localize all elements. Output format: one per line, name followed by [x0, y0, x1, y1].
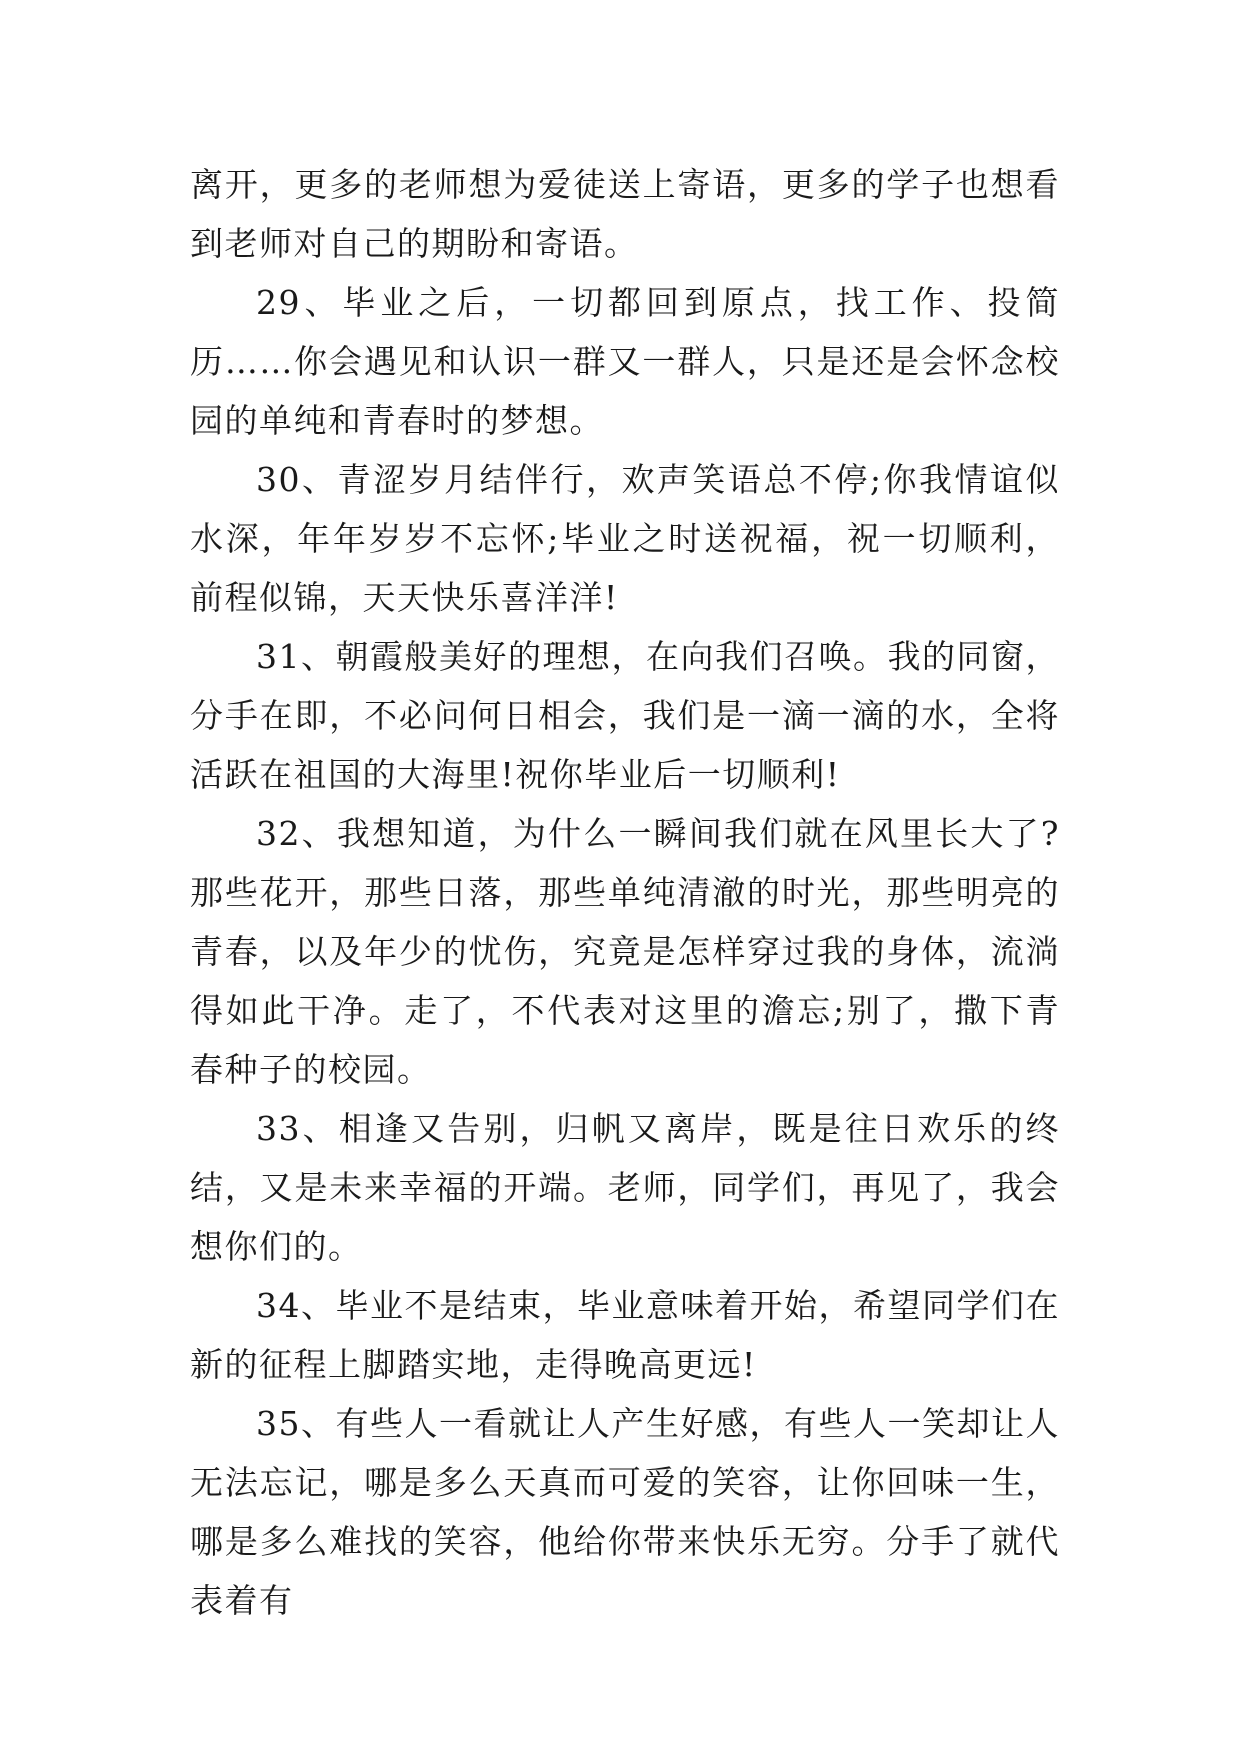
paragraph-31: 31、朝霞般美好的理想，在向我们召唤。我的同窗，分手在即，不必问何日相会，我们是一滴一滴的水，全将活跃在祖国的大海里!祝你毕业后一切顺利! — [190, 637, 1060, 794]
paragraph-30: 30、青涩岁月结伴行，欢声笑语总不停;你我情谊似水深，年年岁岁不忘怀;毕业之时送祝福，祝一切顺利，前程似锦，天天快乐喜洋洋! — [190, 460, 1060, 617]
paragraph-continuation: 离开，更多的老师想为爱徒送上寄语，更多的学子也想看到老师对自己的期盼和寄语。 — [190, 165, 1060, 263]
body-text — [190, 155, 1060, 1630]
paragraph-32: 32、我想知道，为什么一瞬间我们就在风里长大了?那些花开，那些日落，那些单纯清澈的时光，那些明亮的青春，以及年少的忧伤，究竟是怎样穿过我的身体，流淌得如此干净。走了，不代表对这里的澹忘;别了，撒下青春种子的校园。 — [190, 814, 1060, 1089]
paragraph-35: 35、有些人一看就让人产生好感，有些人一笑却让人无法忘记，哪是多么天真而可爱的笑容，让你回味一生，哪是多么难找的笑容，他给你带来快乐无穷。分手了就代表着有 — [190, 1404, 1060, 1620]
paragraph-34: 34、毕业不是结束，毕业意味着开始，希望同学们在新的征程上脚踏实地，走得晚高更远! — [190, 1286, 1060, 1384]
paragraph-33: 33、相逢又告别，归帆又离岸，既是往日欢乐的终结，又是未来幸福的开端。老师，同学们，再见了，我会想你们的。 — [190, 1109, 1060, 1266]
paragraph-29: 29、毕业之后，一切都回到原点，找工作、投简历……你会遇见和认识一群又一群人，只是还是会怀念校园的单纯和青春时的梦想。 — [190, 283, 1060, 440]
